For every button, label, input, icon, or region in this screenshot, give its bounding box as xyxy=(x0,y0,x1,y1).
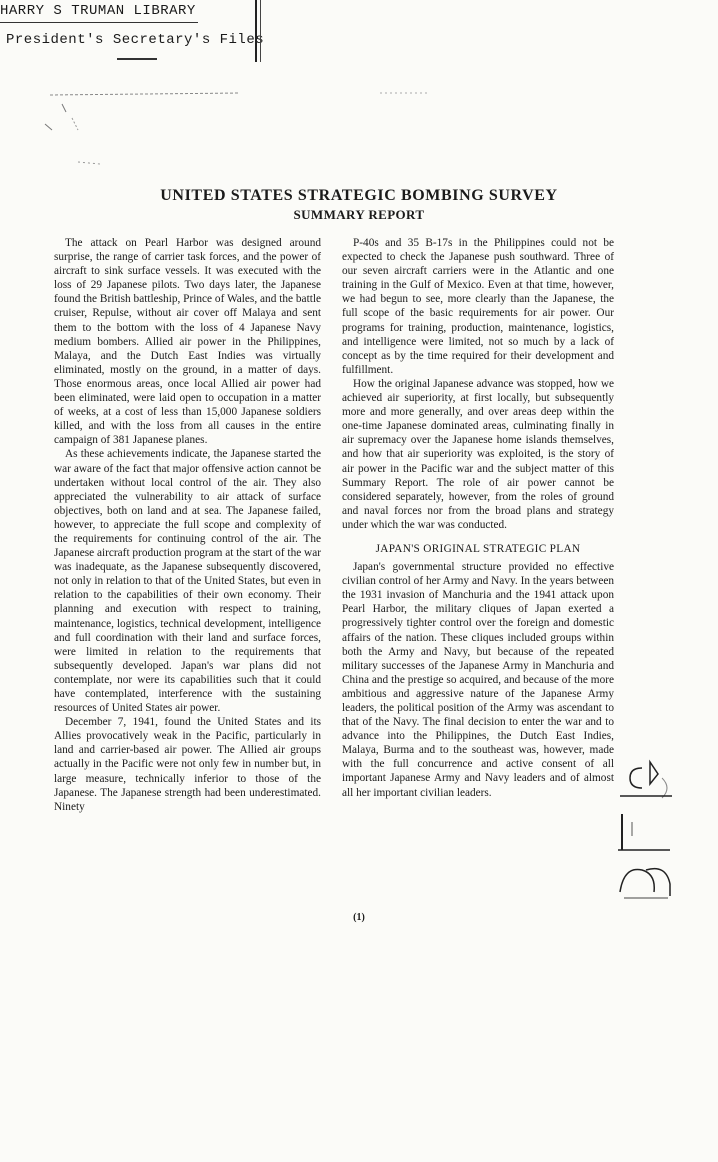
archive-stamp-files: President's Secretary's Files xyxy=(6,32,265,48)
paragraph: The attack on Pearl Harbor was designed around surprise, the range of carrier task forces, and the power of aircraft to sink surface vessels. It was executed with the loss of 29 Japanese pilots. Two days later, the Japanese found the British battleship, Prince of Wales, and the battle cruiser, Repulse, without air cover off Malaya and sent them to the bottom with the loss of 4 Japanese Navy medium bombers. Allied air power in the Philippines, Malaya, and the Dutch East Indies was virtually eliminated, mostly on the ground, in a matter of days. Those enormous areas, once local Allied air power had been eliminated, were laid open to occupation in a matter of weeks, at a cost of less than 15,000 Japanese soldiers killed, and with the loss from all causes in the entire campaign of 381 Japanese planes. xyxy=(54,237,321,447)
left-column xyxy=(54,236,321,814)
paragraph: How the original Japanese advance was stopped, how we achieved air superiority, at first locally, but subsequently more and more generally, and over areas deep within the one-time Japanese dominated areas, culminating finally in air supremacy over the Japanese home islands themselves, and how that air superiority was exploited, is the story of air power in the Pacific war and the subject matter of this Summary Report. The role of air power cannot be considered separately, however, from the roles of ground and naval forces nor from the broad plans and strategy under which the war was conducted. xyxy=(342,377,614,531)
paragraph: As these achievements indicate, the Japanese started the war aware of the fact that major offensive action cannot be undertaken without local control of the air. They also appreciated the vulnerability to air attack of surface objectives, both on land and at sea. The Japanese failed, however, to appreciate the full scope and complexity of the requirements for continuing control of the air. The Japanese aircraft production program at the start of the war was inadequate, as the Japanese subsequently discovered, not only in relation to that of the United States, but even in relation to the capabilities of their own economy. Their planning and execution with respect to training, maintenance, logistics, technical development, intelligence and full coordination with their land and surface forces, were limited in relation to the requirements that subsequently developed. Japan's war plans did not contemplate, nor were its capabilities such that it could have contemplated, interference with the sustaining resources of United States air power. xyxy=(54,448,321,715)
paragraph: December 7, 1941, found the United States and its Allies provocatively weak in the Pacific, particularly in land and carrier-based air power. The Allied air groups actually in the Pacific were not only few in number but, in large measure, technically inferior to those of the Japanese. The Japanese strength had been underestimated. Ninety xyxy=(54,716,321,813)
page-number: (1) xyxy=(353,912,365,923)
right-column xyxy=(342,236,614,800)
handwritten-margin-marks xyxy=(612,752,712,912)
section-heading: JAPAN'S ORIGINAL STRATEGIC PLAN xyxy=(375,542,581,555)
scan-artifacts xyxy=(0,0,718,180)
paragraph: P-40s and 35 B-17s in the Philippines could not be expected to check the Japanese push southward. Three of our seven aircraft carriers were in the Atlantic and one training in the Gulf of Mexico. Even at that time, however, we had begun to see, more clearly than the Japanese, the full scope of the basic requirements for air power. Our programs for training, production, maintenance, logistics, and intelligence were limited, not so much by a lack of concept as by the time required for their development and fulfillment. xyxy=(342,237,614,376)
page-subtitle: SUMMARY REPORT xyxy=(293,207,425,222)
paragraph: Japan's governmental structure provided no effective civilian control of her Army and Navy. In the years between the 1931 invasion of Manchuria and the 1941 attack upon Pearl Harbor, the military cliques of Japan exerted a progressively tighter control over the foreign and domestic affairs of the nation. These cliques included groups within both the Army and Navy, but because of the repeated military successes of the Japanese Army in Manchuria and China and the prestige so acquired, and because of the more ambitious and aggressive nature of the Japanese Army leaders, the political position of the Army was ascendant to that of the Navy. The final decision to enter the war and to advance into the Philippines, the Dutch East Indies, Malaya, Burma and to the southeast was, however, made with the full concurrence and active consent of all important Japanese Army and Navy leaders and of almost all her important civilian leaders. xyxy=(342,561,614,799)
page-title: UNITED STATES STRATEGIC BOMBING SURVEY xyxy=(160,187,558,204)
archive-stamp-library: HARRY S TRUMAN LIBRARY xyxy=(0,3,196,19)
